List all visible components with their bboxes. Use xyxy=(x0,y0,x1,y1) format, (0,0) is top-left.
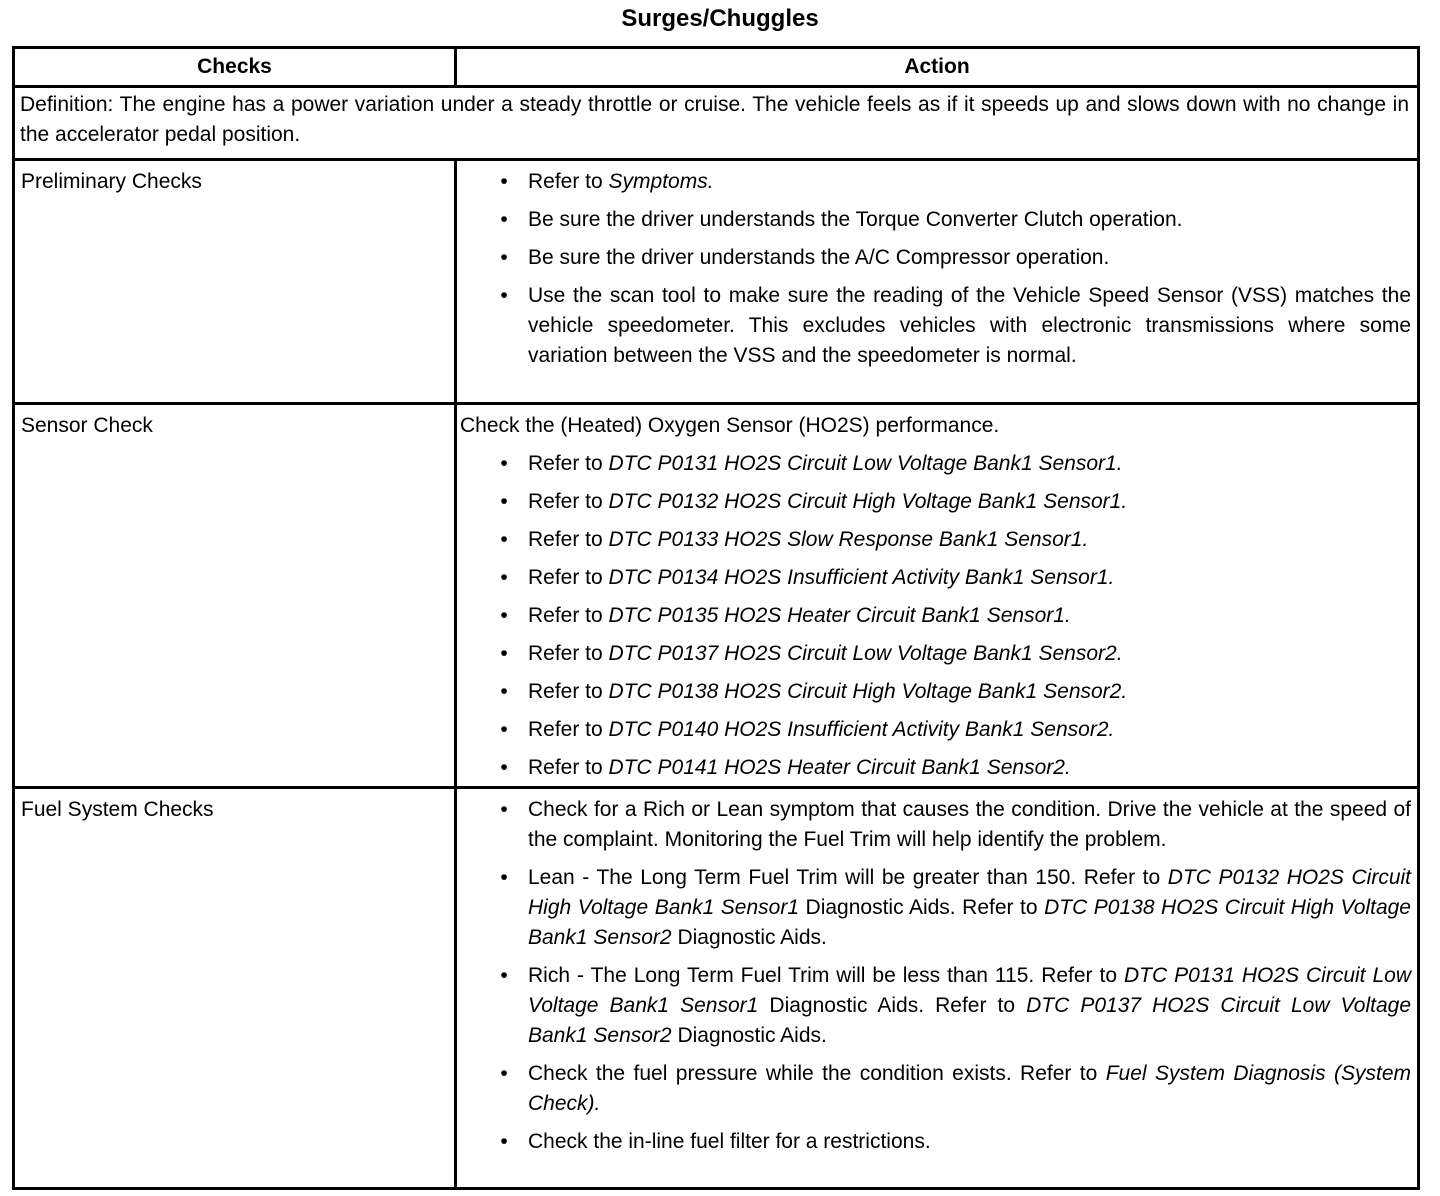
fuel-system-checks-label: Fuel System Checks xyxy=(21,798,214,821)
item-text: Check for a Rich or Lean symptom that causes the condition. Drive the vehicle at the speed of the complaint. Monitoring the Fuel Trim will help identify the problem. xyxy=(528,798,1411,851)
item-text: Be sure the driver understands the A/C Compressor operation. xyxy=(528,246,1110,269)
list-item xyxy=(460,961,1411,1051)
list-item xyxy=(460,487,1411,517)
list-item xyxy=(460,281,1411,371)
item-text: Refer to xyxy=(528,756,609,779)
list-item xyxy=(460,639,1411,669)
bullet-icon: • xyxy=(500,170,508,193)
dtc-reference: DTC P0138 HO2S Circuit High Voltage Bank1 Sensor2 xyxy=(528,896,1411,949)
item-text: Refer to xyxy=(528,452,609,475)
dtc-reference: DTC P0137 HO2S Circuit Low Voltage Bank1 Sensor2. xyxy=(608,642,1123,665)
list-item xyxy=(460,601,1411,631)
list-item xyxy=(460,563,1411,593)
item-text: Rich - The Long Term Fuel Trim will be less than 115. Refer to xyxy=(528,964,1125,987)
column-divider xyxy=(454,789,457,1187)
bullet-icon: • xyxy=(500,964,508,987)
item-text: Refer to xyxy=(528,566,609,589)
bullet-icon: • xyxy=(500,1130,508,1153)
item-text: Refer to xyxy=(528,680,609,703)
dtc-reference: DTC P0134 HO2S Insufficient Activity Bank1 Sensor1. xyxy=(608,566,1115,589)
page-title: Surges/Chuggles xyxy=(621,5,819,32)
dtc-reference: DTC P0138 HO2S Circuit High Voltage Bank1 Sensor2. xyxy=(608,680,1128,703)
dtc-reference: DTC P0141 HO2S Heater Circuit Bank1 Sensor2. xyxy=(608,756,1071,779)
list-item xyxy=(460,243,1411,273)
list-item xyxy=(460,677,1411,707)
list-item xyxy=(460,525,1411,555)
sensor-check-label: Sensor Check xyxy=(21,414,153,437)
diagnostic-table xyxy=(12,46,1420,1190)
item-text: Refer to xyxy=(528,718,609,741)
bullet-icon: • xyxy=(500,680,508,703)
list-item xyxy=(460,715,1411,745)
preliminary-checks-label: Preliminary Checks xyxy=(21,170,202,193)
dtc-reference: DTC P0140 HO2S Insufficient Activity Bank1 Sensor2. xyxy=(608,718,1115,741)
header-row xyxy=(15,49,1417,85)
bullet-icon: • xyxy=(500,1062,508,1085)
dtc-reference: DTC P0137 HO2S Circuit Low Voltage Bank1 Sensor2 xyxy=(528,994,1411,1047)
list-item xyxy=(460,1127,1411,1157)
bullet-icon: • xyxy=(500,798,508,821)
list-item xyxy=(460,167,1411,197)
bullet-icon: • xyxy=(500,604,508,627)
dtc-reference: DTC P0131 HO2S Circuit Low Voltage Bank1 Sensor1 xyxy=(528,964,1411,1017)
item-text: Refer to xyxy=(528,490,609,513)
dtc-reference: DTC P0131 HO2S Circuit Low Voltage Bank1 Sensor1. xyxy=(608,452,1123,475)
bullet-icon: • xyxy=(500,642,508,665)
preliminary-checks-actions xyxy=(460,167,1411,379)
item-text: Refer to xyxy=(528,170,609,193)
sensor-check-lead: Check the (Heated) Oxygen Sensor (HO2S) performance. xyxy=(460,414,1000,437)
bullet-icon: • xyxy=(500,452,508,475)
bullet-icon: • xyxy=(500,718,508,741)
list-item xyxy=(460,205,1411,235)
column-divider xyxy=(454,161,457,402)
dtc-reference: DTC P0132 HO2S Circuit High Voltage Bank1 Sensor1. xyxy=(608,490,1128,513)
bullet-icon: • xyxy=(500,756,508,779)
sensor-check-actions xyxy=(460,411,1411,791)
symptoms-reference: Symptoms. xyxy=(608,170,714,193)
definition-row xyxy=(15,85,1417,158)
item-text: Diagnostic Aids. Refer to xyxy=(799,896,1045,919)
column-divider xyxy=(454,49,457,85)
bullet-icon: • xyxy=(500,528,508,551)
item-text: Lean - The Long Term Fuel Trim will be greater than 150. Refer to xyxy=(528,866,1168,889)
header-action: Action xyxy=(904,55,970,78)
dtc-reference: DTC P0135 HO2S Heater Circuit Bank1 Sensor1. xyxy=(608,604,1071,627)
bullet-icon: • xyxy=(500,490,508,513)
list-item xyxy=(460,863,1411,953)
item-text: Check the fuel pressure while the condition exists. Refer to xyxy=(528,1062,1106,1085)
item-text: Diagnostic Aids. Refer to xyxy=(758,994,1027,1017)
list-item xyxy=(460,449,1411,479)
item-text: Check the in-line fuel filter for a restrictions. xyxy=(528,1130,931,1153)
item-text: Refer to xyxy=(528,528,609,551)
bullet-icon: • xyxy=(500,566,508,589)
definition-text: Definition: The engine has a power variation under a steady throttle or cruise. The vehicle feels as if it speeds up and slows down with no change in the accelerator pedal position. xyxy=(20,93,1409,146)
dtc-reference: DTC P0132 HO2S Circuit High Voltage Bank1 Sensor1 xyxy=(528,866,1411,919)
header-checks: Checks xyxy=(197,55,272,78)
bullet-icon: • xyxy=(500,284,508,307)
item-text: Be sure the driver understands the Torque Converter Clutch operation. xyxy=(528,208,1183,231)
dtc-reference: DTC P0133 HO2S Slow Response Bank1 Sensor1. xyxy=(608,528,1089,551)
list-item xyxy=(460,753,1411,783)
preliminary-checks-row xyxy=(15,158,1417,402)
item-text: Use the scan tool to make sure the reading of the Vehicle Speed Sensor (VSS) matches the vehicle speedometer. This excludes vehicles with electronic transmissions where some variation between the VSS and the speedometer is normal. xyxy=(528,284,1411,367)
item-text: Refer to xyxy=(528,642,609,665)
bullet-icon: • xyxy=(500,866,508,889)
item-text: Diagnostic Aids. xyxy=(671,926,827,949)
list-item xyxy=(460,795,1411,855)
item-text: Refer to xyxy=(528,604,609,627)
sensor-check-row xyxy=(15,402,1417,786)
fuel-system-checks-actions xyxy=(460,795,1411,1165)
list-item xyxy=(460,1059,1411,1119)
fuel-system-checks-row xyxy=(15,786,1417,1187)
column-divider xyxy=(454,405,457,786)
bullet-icon: • xyxy=(500,208,508,231)
fuel-system-diagnosis-reference: Fuel System Diagnosis (System Check). xyxy=(528,1062,1411,1115)
bullet-icon: • xyxy=(500,246,508,269)
item-text: Diagnostic Aids. xyxy=(671,1024,827,1047)
